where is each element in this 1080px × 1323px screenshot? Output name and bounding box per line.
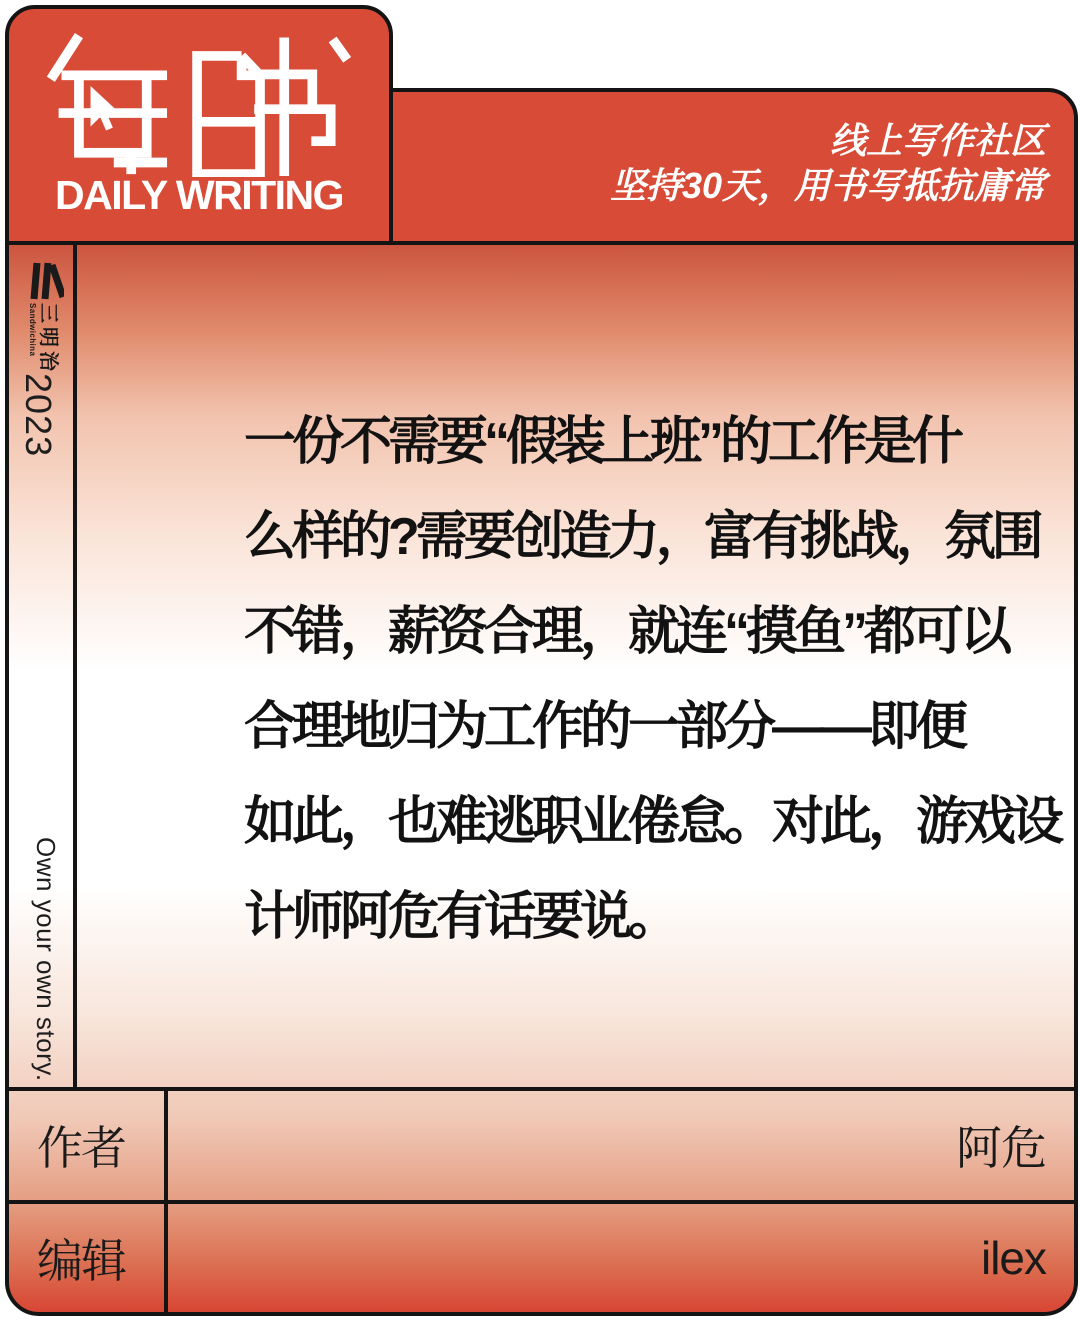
cursor-icon [91,86,119,131]
sidebar [9,245,77,1087]
paragraph-line: 合理地归为工作的一部分——即便 [244,698,965,756]
sandwichina-icon [24,261,64,301]
shu-glyph [254,38,347,176]
intro-paragraph [244,395,1061,965]
tagline-line-2: 坚持30天，用书写抵抗庸常 [609,165,1046,206]
tagline-line-1: 线上写作社区 [829,120,1046,161]
author-value: 阿危 [956,1122,1046,1175]
editor-label: 编辑 [9,1204,168,1313]
publisher-name-cn: 三明治 [37,303,59,375]
paragraph-line: 么样的?需要创造力，富有挑战，氛围 [244,508,1040,566]
author-label: 作者 [9,1091,168,1200]
daily-writing-logo-icon [34,24,364,177]
credits-table [9,1087,1074,1312]
paragraph-line: 不错，薪资合理，就连“摸鱼”都可以 [244,603,1009,661]
paragraph-line: 计师阿危有话要说。 [244,888,677,946]
table-row [9,1200,1074,1313]
publisher-name-en: Sandwichina [28,303,37,357]
motto-label: Own your own story. [31,837,61,1082]
paragraph-line: 一份不需要“假装上班”的工作是什 [244,413,961,471]
editor-value: ilex [980,1231,1046,1284]
paragraph-line: 如此，也难逃职业倦怠。对此，游戏设 [244,793,1061,851]
body-card [5,241,1078,1316]
brand-logo-box [5,5,393,245]
table-row [9,1091,1074,1200]
mei-glyph [51,36,167,174]
publisher-brand [28,303,58,375]
document-icon [197,56,260,174]
year-label: 2023 [18,373,59,458]
tagline-bar [389,88,1078,245]
logo-wordmark: DAILY WRITING [55,172,344,218]
